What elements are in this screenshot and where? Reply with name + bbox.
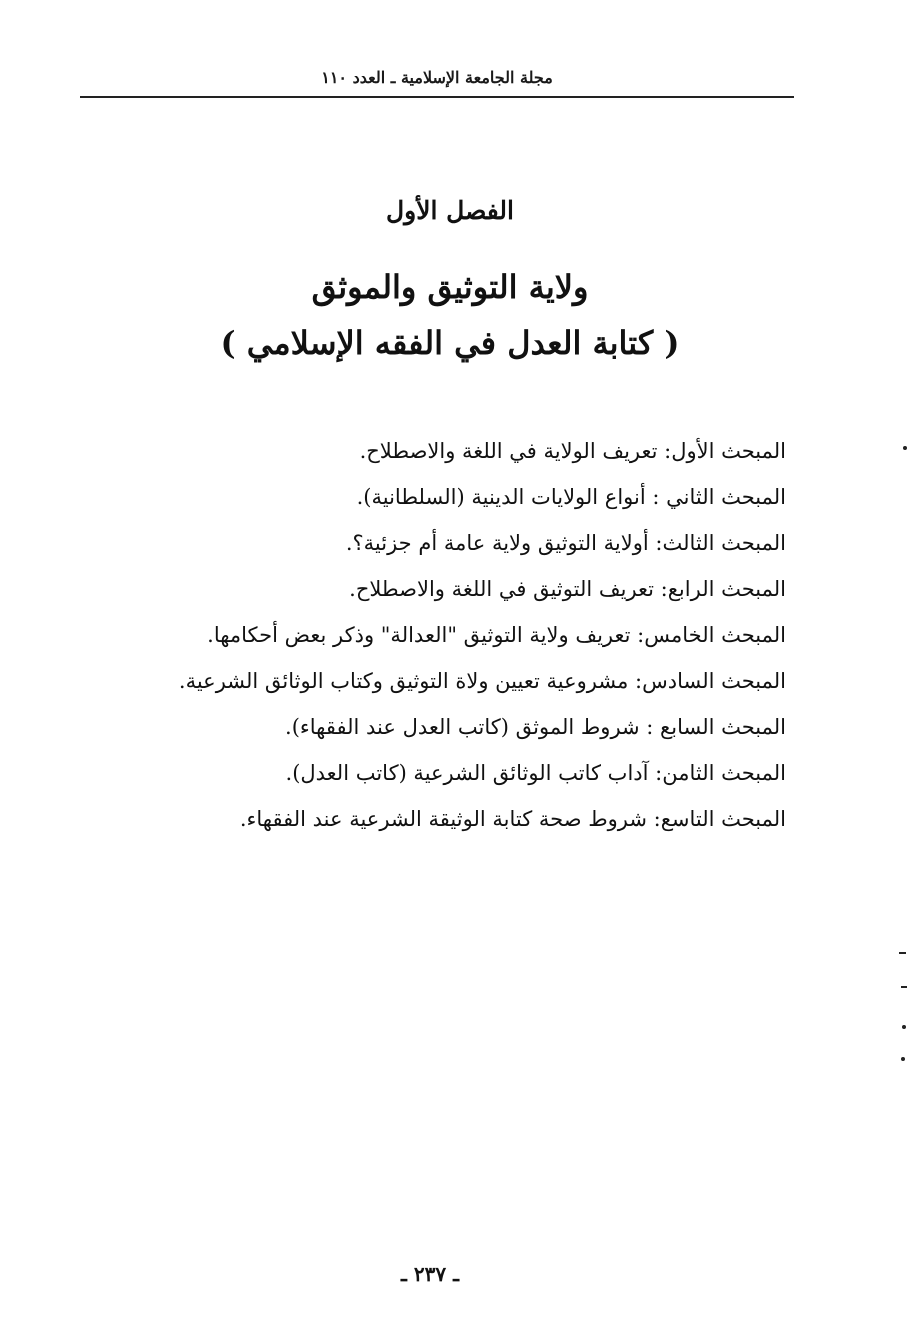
section-item-9: المبحث التاسع: شروط صحة كتابة الوثيقة الشرعية عند الفقهاء. — [239, 807, 786, 831]
section-item-3: المبحث الثالث: أولاية التوثيق ولاية عامة أم جزئية؟. — [345, 531, 786, 555]
sections-list — [146, 428, 786, 842]
scan-mark — [901, 986, 907, 988]
section-item-6: المبحث السادس: مشروعية تعيين ولاة التوثيق وكتاب الوثائق الشرعية. — [178, 669, 786, 693]
scan-mark — [899, 952, 906, 954]
scan-mark — [901, 1057, 905, 1061]
section-item-1: المبحث الأول: تعريف الولاية في اللغة والاصطلاح. — [359, 439, 786, 463]
chapter-subtitle: ( كتابة العدل في الفقه الإسلامي ) — [220, 324, 680, 362]
section-item-8: المبحث الثامن: آداب كاتب الوثائق الشرعية (كاتب العدل). — [285, 761, 786, 785]
running-header: مجلة الجامعة الإسلامية ـ العدد ١١٠ — [321, 68, 553, 87]
section-item-5: المبحث الخامس: تعريف ولاية التوثيق "العدالة" وذكر بعض أحكامها. — [207, 623, 786, 647]
scan-mark — [902, 1025, 906, 1029]
section-item-4: المبحث الرابع: تعريف التوثيق في اللغة والاصطلاح. — [349, 577, 786, 601]
page-number: ـ ٢٣٧ ـ — [401, 1262, 459, 1286]
scan-mark — [903, 446, 907, 450]
chapter-label: الفصل الأول — [386, 196, 514, 225]
header-rule — [80, 96, 794, 98]
section-item-7: المبحث السابع : شروط الموثق (كاتب العدل عند الفقهاء). — [285, 715, 786, 739]
chapter-title: ولاية التوثيق والموثق — [311, 268, 589, 306]
section-item-2: المبحث الثاني : أنواع الولايات الدينية (السلطانية). — [356, 485, 786, 509]
